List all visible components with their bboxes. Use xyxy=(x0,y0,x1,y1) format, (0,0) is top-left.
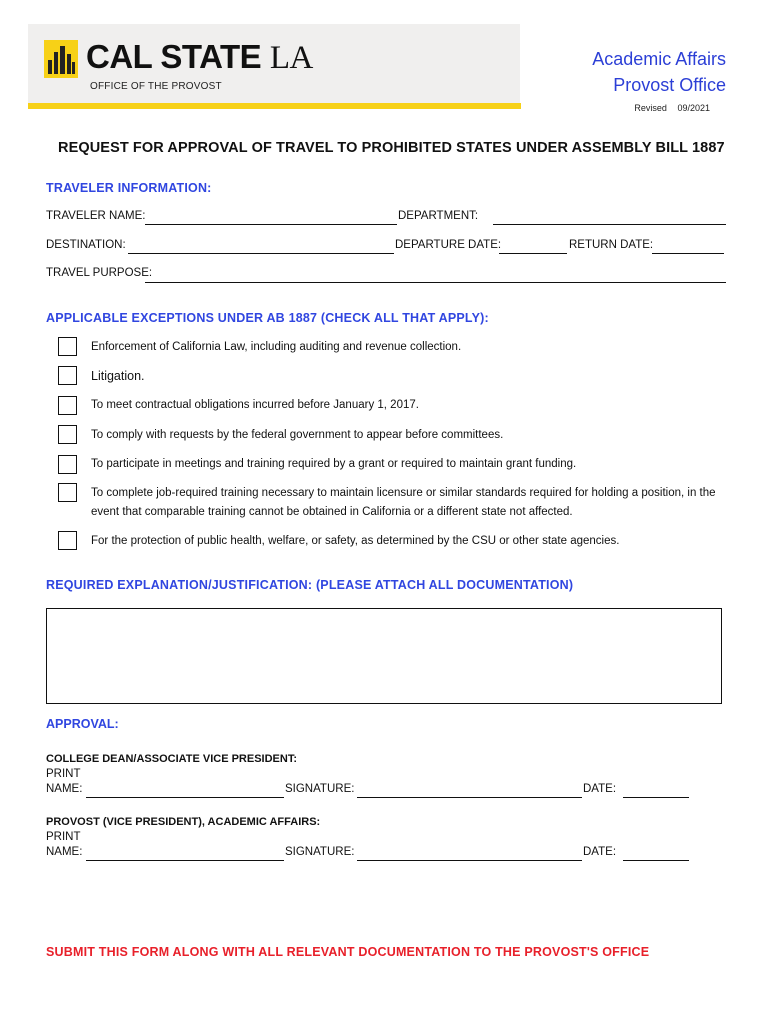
departure-date-label: DEPARTURE DATE: xyxy=(395,239,502,251)
logo-stripe xyxy=(28,103,521,109)
destination-field[interactable] xyxy=(128,253,394,254)
approval-heading: APPROVAL: xyxy=(46,717,119,731)
exception-label-contractual: To meet contractual obligations incurred before January 1, 2017. xyxy=(91,399,419,411)
justification-heading: REQUIRED EXPLANATION/JUSTIFICATION: (PLEASE ATTACH ALL DOCUMENTATION) xyxy=(46,578,574,592)
return-date-label: RETURN DATE: xyxy=(569,239,654,251)
return-date-field[interactable] xyxy=(652,253,724,254)
cal-state-la-logo-icon xyxy=(44,40,78,78)
exception-checkbox-training[interactable] xyxy=(58,483,77,502)
provost-date-label: DATE: xyxy=(583,846,617,858)
provost-signature-label: SIGNATURE: xyxy=(285,846,355,858)
submit-instructions: SUBMIT THIS FORM ALONG WITH ALL RELEVANT DOCUMENTATION TO THE PROVOST'S OFFICE xyxy=(46,945,650,959)
exception-label-grant: To participate in meetings and training required by a grant or required to maintain grant funding. xyxy=(91,458,577,470)
logo-subtitle: OFFICE OF THE PROVOST xyxy=(90,81,222,92)
exception-label-public-health: For the protection of public health, welfare, or safety, as determined by the CSU or other state agencies. xyxy=(91,535,620,547)
revised-info: Revised 09/2021 xyxy=(634,103,710,113)
justification-textarea[interactable] xyxy=(46,608,722,704)
traveler-heading: TRAVELER INFORMATION: xyxy=(46,181,212,195)
exception-label-litigation: Litigation. xyxy=(91,369,145,383)
dean-role-label: COLLEGE DEAN/ASSOCIATE VICE PRESIDENT: xyxy=(46,753,297,765)
provost-print-label: PRINT xyxy=(46,831,81,843)
dean-signature-field[interactable] xyxy=(357,797,582,798)
exception-label-enforcement: Enforcement of California Law, including auditing and revenue collection. xyxy=(91,341,462,353)
exception-checkbox-contractual[interactable] xyxy=(58,396,77,415)
logo-wordmark: CAL STATE LA xyxy=(86,38,313,76)
provost-signature-field[interactable] xyxy=(357,860,582,861)
dean-date-label: DATE: xyxy=(583,783,617,795)
travel-purpose-label: TRAVEL PURPOSE: xyxy=(46,267,153,279)
exception-checkbox-public-health[interactable] xyxy=(58,531,77,550)
exception-checkbox-federal[interactable] xyxy=(58,425,77,444)
dept-line-1: Academic Affairs xyxy=(592,49,726,69)
dept-line-2: Provost Office xyxy=(613,75,726,95)
exception-checkbox-enforcement[interactable] xyxy=(58,337,77,356)
form-title: REQUEST FOR APPROVAL OF TRAVEL TO PROHIBITED STATES UNDER ASSEMBLY BILL 1887 xyxy=(58,140,725,156)
dean-print-label: PRINT xyxy=(46,768,81,780)
traveler-name-label: TRAVELER NAME: xyxy=(46,210,146,222)
exception-checkbox-grant[interactable] xyxy=(58,455,77,474)
exceptions-heading: APPLICABLE EXCEPTIONS UNDER AB 1887 (CHECK ALL THAT APPLY): xyxy=(46,311,489,325)
provost-date-field[interactable] xyxy=(623,860,689,861)
department-field[interactable] xyxy=(493,224,726,225)
traveler-name-field[interactable] xyxy=(145,224,397,225)
travel-purpose-field[interactable] xyxy=(145,282,726,283)
exception-label-federal: To comply with requests by the federal government to appear before committees. xyxy=(91,429,504,441)
departure-date-field[interactable] xyxy=(499,253,567,254)
dean-name-label: NAME: xyxy=(46,783,83,795)
department-label: DEPARTMENT: xyxy=(398,210,479,222)
exception-checkbox-litigation[interactable] xyxy=(58,366,77,385)
provost-name-field[interactable] xyxy=(86,860,284,861)
destination-label: DESTINATION: xyxy=(46,239,126,251)
dean-date-field[interactable] xyxy=(623,797,689,798)
dean-name-field[interactable] xyxy=(86,797,284,798)
dean-signature-label: SIGNATURE: xyxy=(285,783,355,795)
exception-label-training: To complete job-required training necessary to maintain licensure or similar standards required for holding a position, in the event that comparable training cannot be obtained in California or a different state not affected. xyxy=(91,487,716,518)
provost-name-label: NAME: xyxy=(46,846,83,858)
provost-role-label: PROVOST (VICE PRESIDENT), ACADEMIC AFFAIRS: xyxy=(46,816,321,828)
